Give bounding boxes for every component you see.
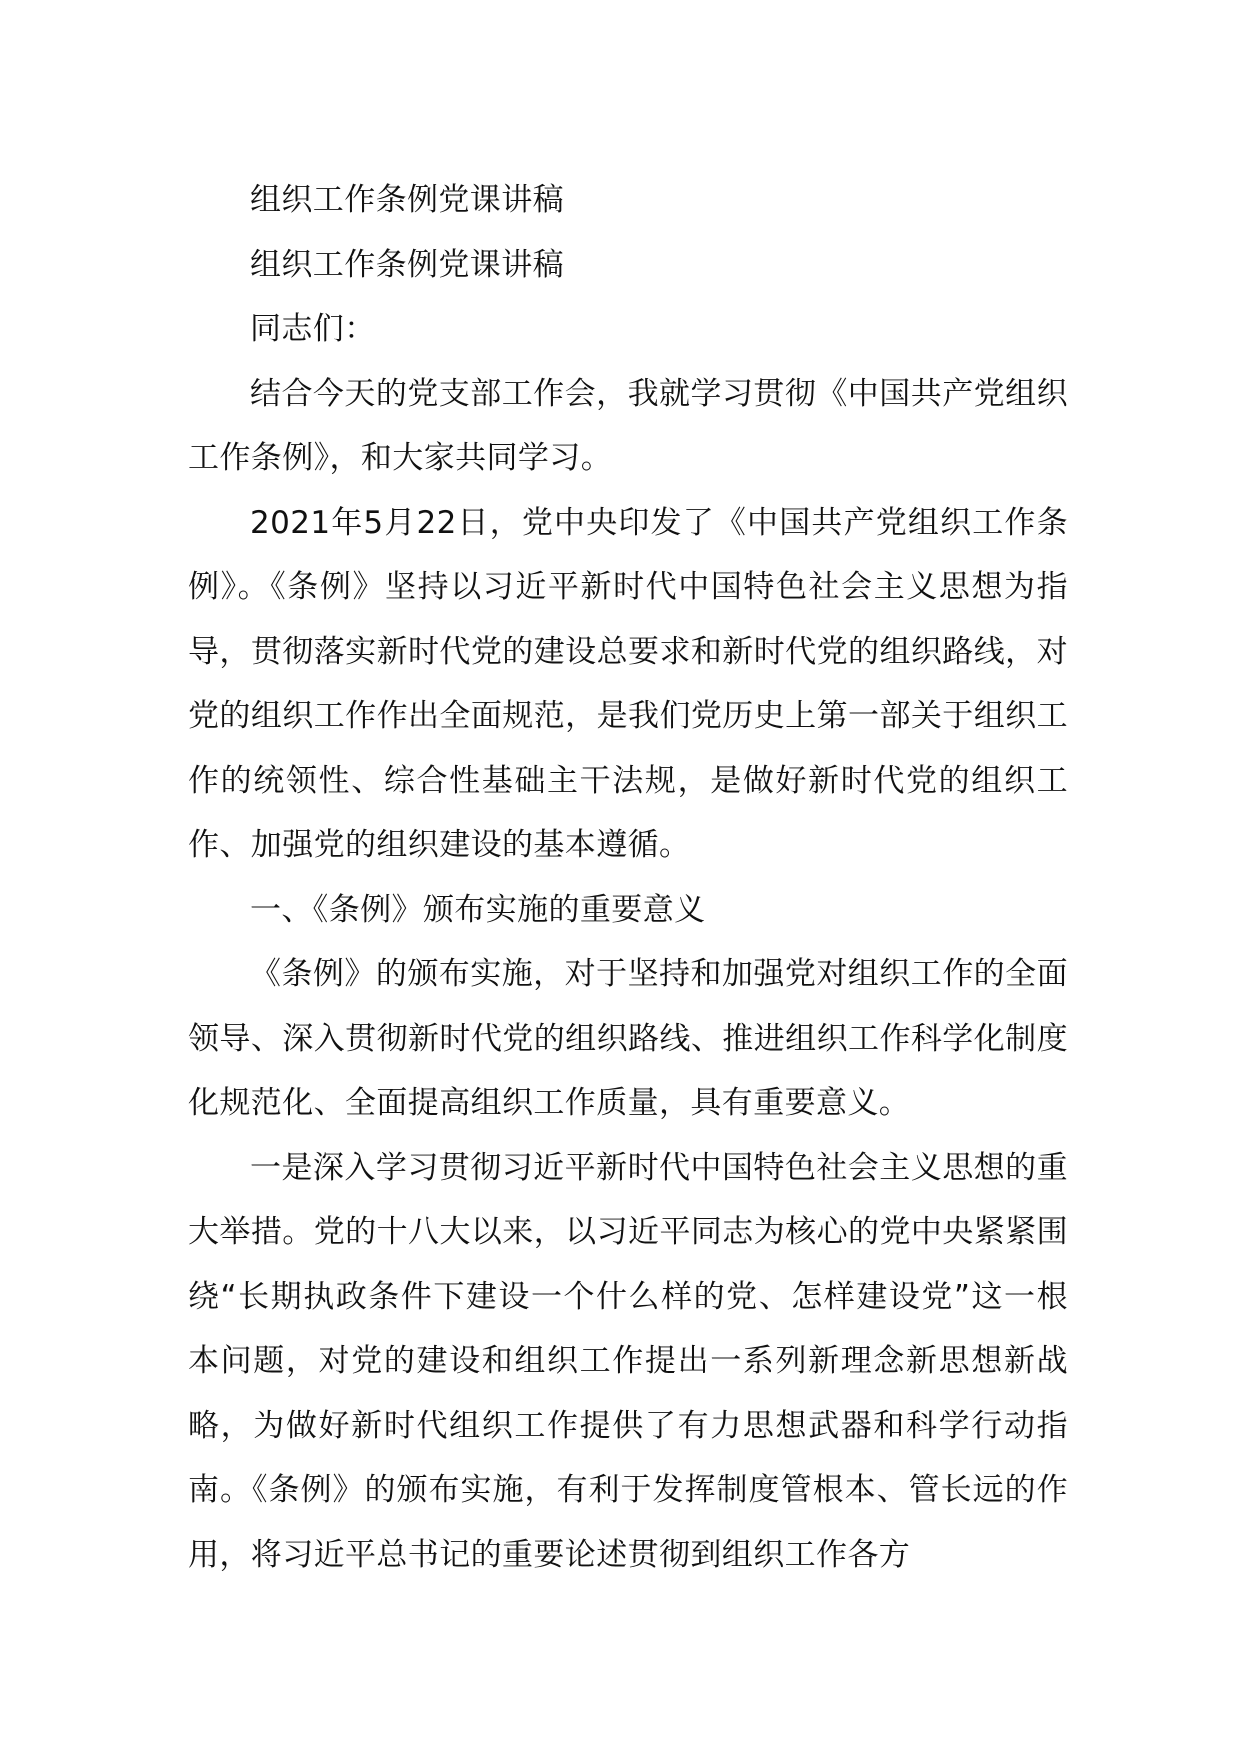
paragraph-intro: 结合今天的党支部工作会，我就学习贯彻《中国共产党组织工作条例》，和大家共同学习。 bbox=[188, 375, 1068, 476]
paragraph-significance: 《条例》的颁布实施，对于坚持和加强党对组织工作的全面领导、深入贯彻新时代党的组织路线、推进组织工作科学化制度化规范化、全面提高组织工作质量，具有重要意义。 bbox=[188, 956, 1068, 1121]
document-body bbox=[188, 168, 1068, 1587]
document-title: 组织工作条例党课讲稿 bbox=[250, 182, 564, 218]
salutation: 同志们： bbox=[250, 311, 376, 347]
paragraph-background: 2021年5月22日，党中央印发了《中国共产党组织工作条例》。《条例》坚持以习近平新时代中国特色社会主义思想为指导，贯彻落实新时代党的建设总要求和新时代党的组织路线，对党的组织工作作出全面规范，是我们党历史上第一部关于组织工作的统领性、综合性基础主干法规，是做好新时代党的组织工作、加强党的组织建设的基本遵循。 bbox=[188, 504, 1068, 863]
document-subtitle: 组织工作条例党课讲稿 bbox=[250, 246, 564, 283]
paragraph-point-one: 一是深入学习贯彻习近平新时代中国特色社会主义思想的重大举措。党的十八大以来，以习近平同志为核心的党中央紧紧围绕“长期执政条件下建设一个什么样的党、怎样建设党”这一根本问题，对党的建设和组织工作提出一系列新理念新思想新战略，为做好新时代组织工作提供了有力思想武器和科学行动指南。《条例》的颁布实施，有利于发挥制度管根本、管长远的作用，将习近平总书记的重要论述贯彻到组织工作各方 bbox=[188, 1149, 1068, 1573]
section-heading: 一、《条例》颁布实施的重要意义 bbox=[250, 891, 706, 928]
